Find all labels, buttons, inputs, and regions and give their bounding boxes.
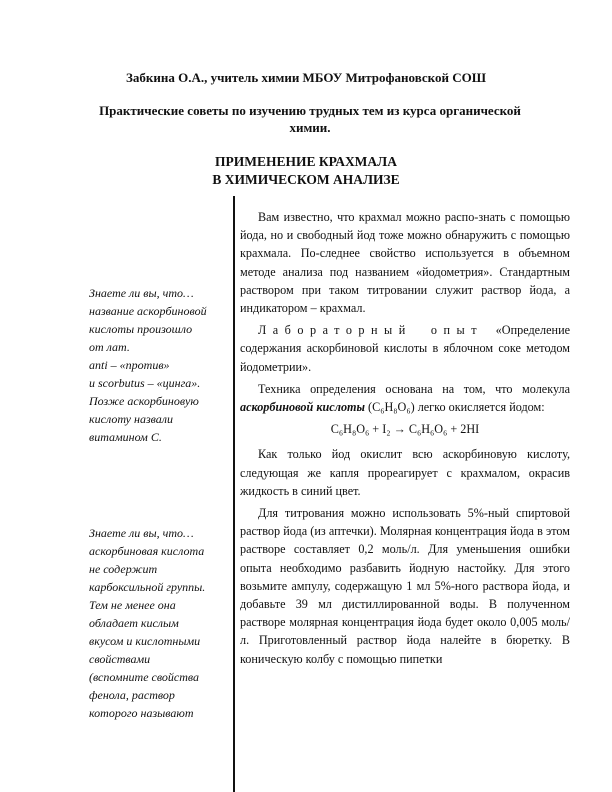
- note-line: не содержит: [89, 562, 158, 576]
- note-line: аскорбиновая кислота: [89, 544, 205, 558]
- subtitle: Практические советы по изучению трудных тем из курса органической химии.: [99, 103, 521, 135]
- column-divider: [233, 196, 235, 792]
- note-line: название аскорбиновой: [89, 304, 207, 318]
- note-line: фенола, раствор: [89, 688, 175, 702]
- note-line: Позже аскорбиновую: [89, 394, 199, 408]
- paragraph-endpoint: Как только йод окислит всю аскорбиновую кислоту, следующая же капля прореагирует с крахмалом, окрасив жидкость в синий цвет.: [240, 447, 570, 498]
- lab-title: «Определение содержания аскорбиновой кислоты в яблочном соке методом йодометрии».: [240, 323, 570, 374]
- title-line-2: В ХИМИЧЕСКОМ АНАЛИЗЕ: [212, 172, 400, 187]
- paragraph-intro: Вам известно, что крахмал можно распо-знать с помощью йода, но и свободный йод тоже можно обнаружить с помощью крахмала. По-следнее свойство используется в объемном методе анализа под названием «йодометрия». Стандартным раствором при таком титровании служит раствор йода, а индикатором – крахмал.: [240, 210, 570, 316]
- note-line: карбоксильной группы.: [89, 580, 206, 594]
- page-title: [0, 153, 612, 189]
- reaction-equation: C₆H₈O₆ + I₂ → C₆H₆O₆ + 2HI: [330, 422, 480, 437]
- note-line: витамином С.: [89, 430, 162, 444]
- lab-label: Лабораторный опыт: [258, 323, 484, 338]
- paragraph-lab: [240, 321, 570, 376]
- note-line: обладает кислым: [89, 616, 179, 630]
- technique-text-end: легко окисляется йодом:: [417, 400, 545, 415]
- title-line-1: ПРИМЕНЕНИЕ КРАХМАЛА: [215, 154, 397, 169]
- technique-text: Техника определения основана на том, что молекула: [258, 381, 570, 396]
- paragraph-technique: [240, 380, 570, 416]
- note-line: вкусом и кислотными: [89, 634, 201, 648]
- note-line: Знаете ли вы, что…: [89, 526, 194, 540]
- note-line: которого называют: [89, 706, 194, 720]
- sidebar-note-2: [89, 524, 239, 722]
- note-line: кислоты произошло: [89, 322, 193, 336]
- main-text: [240, 208, 570, 672]
- sidebar-note-1: [89, 284, 239, 446]
- note-line: (вспомните свойства: [89, 670, 200, 684]
- note-line: и scorbutus – «цинга».: [89, 376, 201, 390]
- note-line: кислоту назвали: [89, 412, 174, 426]
- note-line: свойствами: [89, 652, 151, 666]
- author-line: Забкина О.А., учитель химии МБОУ Митрофановской СОШ: [126, 70, 486, 85]
- molecular-formula: (C₆H₈O₆): [364, 400, 418, 415]
- note-line: Тем не менее она: [89, 598, 176, 612]
- note-line: anti – «против»: [89, 358, 170, 372]
- ascorbic-acid-term: аскорбиновой кислоты: [240, 400, 365, 415]
- note-line: Знаете ли вы, что…: [89, 286, 194, 300]
- paragraph-titration: Для титрования можно использовать 5%-ный спиртовой раствор йода (из аптечки). Молярная концентрация йода в этом растворе составляет 0,2 моль/л. Для уменьшения ошибки опыта необходимо разбавить йодную настойку. Для этого возьмите ампулу, содержащую 1 мл 5%-ного раствора йода, и добавьте 39 мл дистиллированной воды. В полученном растворе молярная концентрация йода будет около 0,005 моль/л. Приготовленный раствор йода налейте в бюретку. В коническую колбу с помощью пипетки: [240, 506, 570, 666]
- note-line: от лат.: [89, 340, 130, 354]
